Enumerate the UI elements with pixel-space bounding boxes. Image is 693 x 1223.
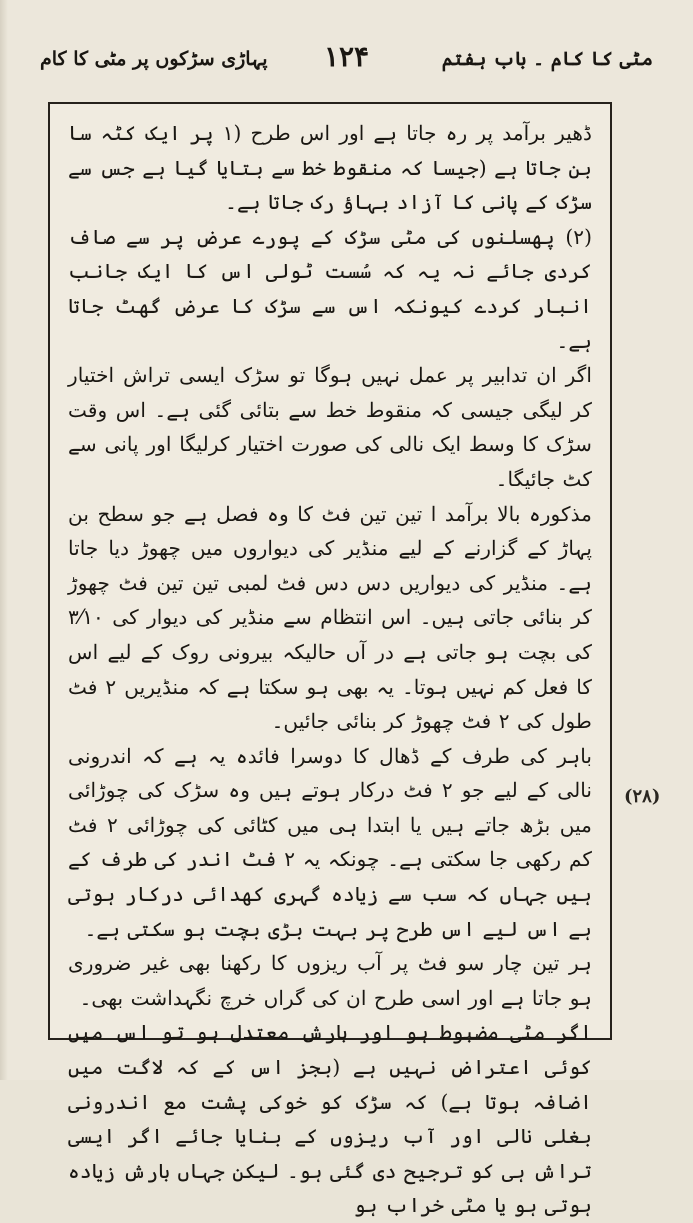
paragraph-4: مذکورہ بالا برآمد ا تین تین فٹ کا وہ فصل ہے جو سطح بن پہاڑ کے گزارنے کے لیے منڈیر کی دیواروں میں چھوڑ دیا جاتا ہے۔ منڈیر کی دیواریں دس دس فٹ لمبی تین تین فٹ چھوڑ کر بنائی جاتی ہیں۔ اس انتظام سے منڈیر کی دیوار کی ۳⁄۱۰ کی بچت ہو جاتی ہے در آں حالیکہ بیرونی روک کے لیے اس کا فعل کم نہیں ہوتا۔ یہ بھی ہو سکتا ہے کہ منڈیریں ۲ فٹ طول کی ۲ فٹ چھوڑ کر بنائی جائیں۔ bbox=[68, 501, 592, 734]
paragraph-7: اگر مٹی مضبوط ہو اور بارش معتدل ہو تو اس میں کوئی اعتراض نہیں ہے (بجز اس کے کہ لاگت میں اضافہ ہوتا ہے) کہ سڑک کو خوکی پشت مع اندرونی بغلی نالی اور آب ریزوں کے بنایا جائے اگر ایسی تراش ہی کو ترجیح دی گئی ہو۔ لیکن جہاں بارش زیادہ ہوتی ہو یا مٹی خراب ہو bbox=[68, 1020, 592, 1218]
running-head-right: مٹی کا کام ۔ باب ہفتم bbox=[441, 48, 653, 70]
running-head-left: پہاڑی سڑکوں پر مٹی کا کام bbox=[40, 48, 268, 70]
page-edge-shadow bbox=[0, 0, 8, 1080]
paragraph-2: (۲) پھسلنوں کی مٹی سڑک کے پورے عرض پر سے صاف کردی جائے نہ یہ کہ سُست ٹولی اس کا ایک جانب انبار کردے کیونکہ اس سے سڑک کا عرض گھٹ جاتا ہے۔ bbox=[68, 224, 592, 353]
paragraph-6: ہر تین چار سو فٹ پر آب ریزوں کا رکھنا بھی غیر ضروری ہو جاتا ہے اور اسی طرح ان کی گراں خرچ نگہداشت بھی۔ bbox=[68, 951, 592, 1010]
body-text bbox=[68, 116, 592, 1218]
paragraph-5: باہر کی طرف کے ڈھال کا دوسرا فائدہ یہ ہے کہ اندرونی نالی کے لیے جو ۲ فٹ درکار ہوتے ہیں وہ سڑک کی چوڑائی میں بڑھ جاتے ہیں یا ابتدا ہی میں کٹائی کی چوڑائی ۲ فٹ کم رکھی جا سکتی ہے۔ چونکہ یہ ۲ فٹ اندر کی طرف کے ہیں جہاں کہ سب سے زیادہ گہری کھدائی درکار ہوتی ہے اس لیے اس طرح پر بہت بڑی بچت ہو سکتی ہے۔ bbox=[68, 743, 592, 941]
page-header bbox=[40, 36, 653, 86]
page-number: ۱۲۴ bbox=[323, 40, 370, 73]
text-frame bbox=[48, 102, 612, 1218]
paragraph-3: اگر ان تدابیر پر عمل نہیں ہوگا تو سڑک ایسی تراش اختیار کر لیگی جیسی کہ منقوط خط سے بتائی گئی ہے۔ اس وقت سڑک کا وسط ایک نالی کی صورت اختیار کرلیگا اور پانی سے کٹ جائیگا۔ bbox=[68, 363, 592, 491]
margin-note: (۲۸) bbox=[624, 786, 661, 807]
paragraph-1: ڈھیر برآمد پر رہ جاتا ہے اور اس طرح (۱ پر ایک کٹہ سا بن جاتا ہے (جیسا کہ منقوط خط سے بتایا گیا ہے جس سے سڑک کے پانی کا آزاد بہاؤ رک جاتا ہے۔ bbox=[68, 121, 592, 215]
